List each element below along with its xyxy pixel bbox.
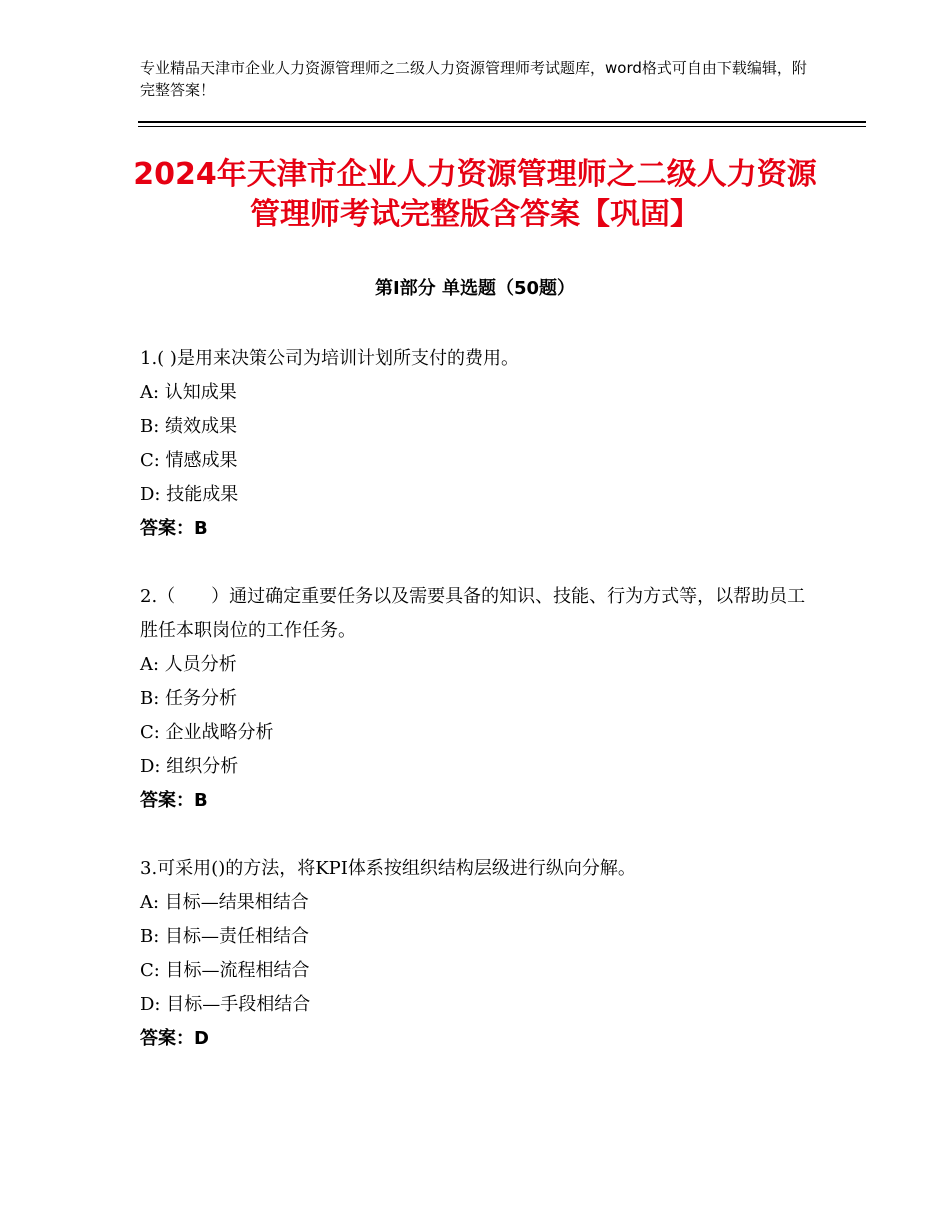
question-stem: 1.( )是用来决策公司为培训计划所支付的费用。 bbox=[140, 348, 519, 369]
answer-line: 答案：D bbox=[140, 1028, 209, 1049]
question-stem: 3.可采用()的方法，将KPI体系按组织结构层级进行纵向分解。 bbox=[140, 858, 636, 879]
option-a: A: 人员分析 bbox=[140, 654, 237, 675]
option-c: C: 情感成果 bbox=[140, 450, 238, 471]
option-a: A: 认知成果 bbox=[140, 382, 237, 403]
option-c: C: 企业战略分析 bbox=[140, 722, 274, 743]
answer-line: 答案：B bbox=[140, 518, 208, 539]
header-rule-thick bbox=[138, 121, 866, 123]
option-d: D: 组织分析 bbox=[140, 756, 239, 777]
question-3 bbox=[140, 852, 820, 1056]
header-note: 专业精品天津市企业人力资源管理师之二级人力资源管理师考试题库，word格式可自由下载编辑，附完整答案！ bbox=[140, 59, 807, 99]
option-b: B: 目标—责任相结合 bbox=[140, 926, 310, 947]
question-stem: 2.（ ）通过确定重要任务以及需要具备的知识、技能、行为方式等，以帮助员工胜任本职岗位的工作任务。 bbox=[140, 586, 806, 641]
option-a: A: 目标—结果相结合 bbox=[140, 892, 309, 913]
option-b: B: 绩效成果 bbox=[140, 416, 238, 437]
document-title: 2024年天津市企业人力资源管理师之二级人力资源管理师考试完整版含答案【巩固】 bbox=[133, 157, 817, 232]
header-rule-thin bbox=[138, 126, 866, 127]
option-d: D: 目标—手段相结合 bbox=[140, 994, 311, 1015]
option-c: C: 目标—流程相结合 bbox=[140, 960, 310, 981]
option-b: B: 任务分析 bbox=[140, 688, 238, 709]
question-1 bbox=[140, 342, 820, 546]
answer-line: 答案：B bbox=[140, 790, 208, 811]
section-heading: 第Ⅰ部分 单选题（50题） bbox=[374, 278, 575, 299]
option-d: D: 技能成果 bbox=[140, 484, 239, 505]
question-2 bbox=[140, 580, 820, 818]
